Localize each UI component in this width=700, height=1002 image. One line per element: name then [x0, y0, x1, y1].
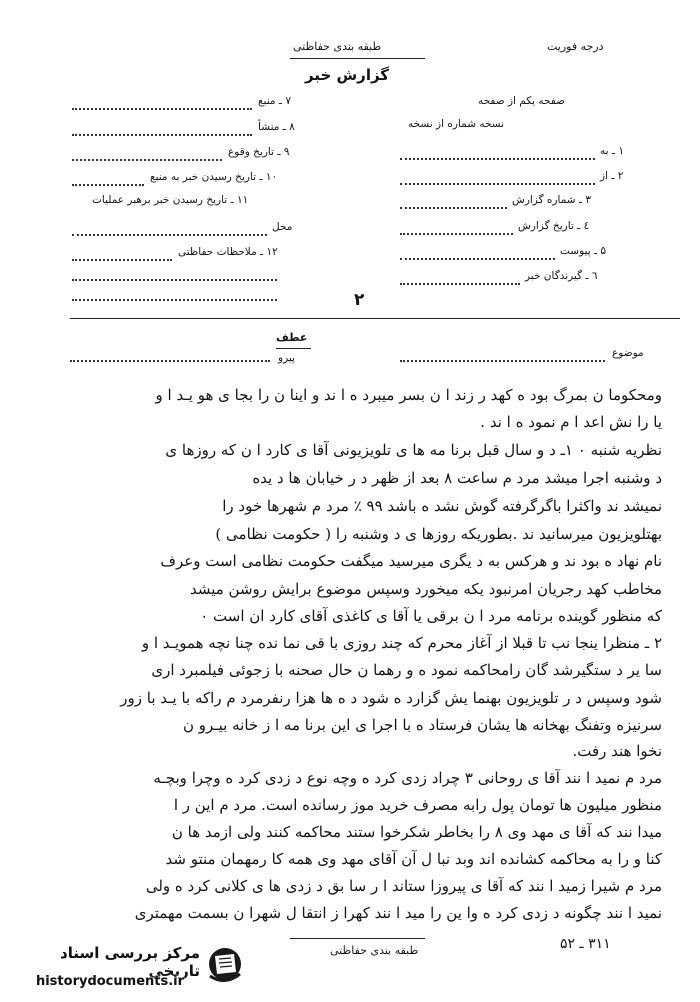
classification-bottom: طبقه بندی حفاظتی — [330, 944, 419, 957]
field-to-line — [400, 158, 595, 160]
body-line: نمید ا نند چگونه د زدی کرد ه وا ین را مید ا نند کهرا ز انتقا ل شهرا ن بسمت مهمتری — [134, 904, 662, 922]
priority-label: درجه فوریت — [547, 40, 604, 53]
report-title: گزارش خبر — [305, 66, 390, 84]
body-line: سا یر د ستگیرشد گان رامحاکمه نمود ه و رهما ن حال صحنه با زجوئی فیلمبرد اری — [151, 661, 662, 679]
field-security-notes: ۱۲ ـ ملاحظات حفاظتی — [178, 246, 278, 258]
body-line: مخاطب کهد رجریان امرنبود یکه میخورد وسپس موضوع برایش روشن میشد — [189, 580, 662, 598]
body-line: که منظور گوینده برنامه مرد ا ن برقی یا آقا ی کاغذی آقای کارد ان است ۰ — [200, 607, 662, 625]
field-occurrence-date: ۹ ـ تاریخ وقوع — [228, 146, 290, 158]
field-attachment-line — [400, 258, 555, 260]
body-line: ۲ ـ منظرا ینجا نب تا قبلا از آغاز محرم که چند روزی با قی نما نده چنا نچه همویـد ا و — [141, 634, 662, 652]
field-to: ۱ ـ به — [600, 145, 624, 157]
field-source: ۷ ـ منبع — [258, 95, 291, 107]
handwritten-number: ۳۱۱ ـ ۵۲ — [560, 936, 611, 952]
header-divider — [70, 318, 680, 319]
field-report-date-line — [400, 233, 513, 235]
field-location-line — [72, 234, 267, 236]
field-origin-line — [72, 134, 252, 136]
body-line: سرنیزه وتفنگ بهخانه ها یشان فرستاد ه با اجرا ی این برنا مه ا ز خانه بیـرو ن — [182, 716, 662, 734]
body-line: مرد م نمید ا نند آقا ی روحانی ۳ چراد زدی کرد ه وچه نوع د زدی کرد ه وچرا وبچـه — [153, 769, 662, 787]
body-line: شود وسپس د ر تلویزیون بهنما یش گزارد ه شود د ه ها هزا رنفرمرد م راکه با یـد با زور — [120, 689, 662, 707]
watermark-url: historydocuments.ir — [35, 974, 185, 989]
field-security-notes-line-2 — [72, 279, 277, 281]
field-report-number-line — [400, 207, 507, 209]
body-line: نظریه شنبه ۰ ۱ـ د و سال قبل برنا مه ها ی تلویزیونی آقا ی کارد ا ن که روزها ی — [165, 441, 662, 459]
body-line: منظور میلیون ها تومان پول رابه مصرف خرید موز رسانده است. مرد م این ر ا — [173, 796, 662, 814]
field-copy-number: نسخه شماره از نسخه — [408, 118, 505, 130]
body-line: نمیشد ند واکثرا باگرگرفته گوش نشد ه باشد ۹۹ ٪ مرد م شهرها خود را — [222, 497, 662, 515]
reference-label: عطف — [276, 331, 308, 344]
body-line: نخوا هند رفت. — [572, 742, 662, 760]
field-security-notes-line — [72, 259, 172, 261]
field-report-date: ٤ ـ تاریخ گزارش — [518, 220, 590, 232]
field-recipients-line — [400, 283, 520, 285]
field-location: محل — [272, 221, 293, 233]
subject-label: موضوع — [612, 347, 644, 359]
field-origin: ۸ ـ منشأ — [258, 121, 295, 133]
watermark-title: مرکز بررسی اسناد تاریخی — [60, 944, 200, 980]
body-line: د وشنبه اجرا میشد مرد م ساعت ۸ بعد از ظهر د ر خیابان ها د یده — [252, 469, 662, 487]
reference-sub: پیرو — [278, 352, 295, 364]
field-from: ۲ ـ از — [600, 170, 624, 182]
page-marker: ۲ — [354, 290, 365, 310]
field-security-notes-line-3 — [72, 299, 277, 301]
field-source-line — [72, 108, 252, 110]
body-line: یا را نش اعد ا م نمود ه ا ند . — [480, 413, 662, 431]
classification-top: طبقه بندی حفاظتی — [293, 40, 382, 53]
field-date-received-source: ۱۰ ـ تاریخ رسیدن خبر به منبع — [150, 171, 278, 183]
body-line: ومحکوما ن بمرگ بود ه کهد ر زند ا ن بسر میبرد ه ا ند و اینا ن را بجا ی هو یـد ا و — [155, 386, 662, 404]
body-line: مرد م شیرا زمید ا نند که آقا ی پیروزا ستاند ا ر سا بق د زدی ها ی کلانی کرد ه ولی — [145, 877, 662, 895]
scroll-icon — [209, 948, 241, 981]
subject-line-left — [70, 360, 270, 362]
field-attachment: ۵ ـ پیوست — [560, 245, 607, 257]
body-line: میدا نند که آقا ی مهد وی ۸ را بخاطر شکرخوا ستند محاکمه کنند ولی ازمد ها ن — [171, 823, 662, 841]
body-line: کنا و را به محاکمه کشانده اند وبد نبا ل آن آقای مهد وی همه کا رمهمان منتو شد — [165, 850, 662, 868]
body-line: بهتلویزیون میرسانید ند .بطوریکه روزها ی د وشنبه را ( حکومت نظامی ) — [215, 525, 662, 543]
body-line: نام نهاد ه بود ند و هرکس به د یگری میرسید میگفت حکومت نظامی است وعرف — [160, 552, 662, 570]
field-from-line — [400, 183, 595, 185]
field-date-received-source-line — [72, 184, 144, 186]
footer-rule — [290, 938, 425, 939]
field-occurrence-date-line — [72, 159, 222, 161]
field-page: صفحه یکم از صفحه — [478, 95, 565, 107]
field-date-received-operations: ۱۱ ـ تاریخ رسیدن خبر برهبر عملیات — [92, 194, 249, 206]
subject-line — [400, 360, 605, 362]
reference-rule — [276, 348, 311, 349]
classification-top-rule — [290, 58, 425, 59]
field-recipients: ٦ ـ گیرندگان خبر — [525, 270, 598, 282]
field-report-number: ۳ ـ شماره گزارش — [512, 194, 591, 206]
